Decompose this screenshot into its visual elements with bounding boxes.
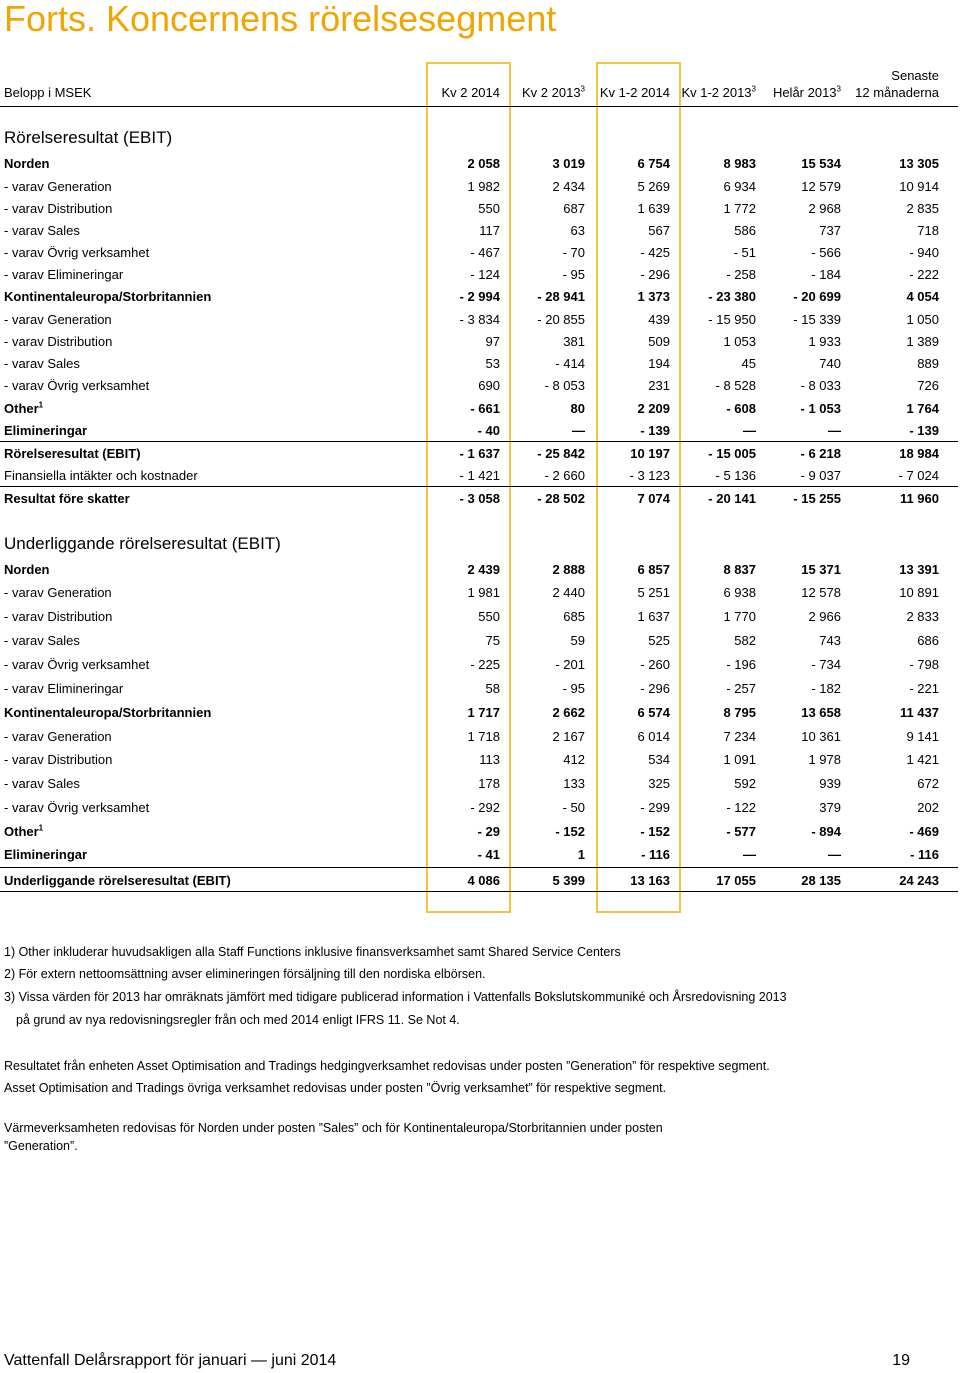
underlying-row-label: Norden: [4, 562, 50, 577]
underlying-cell: 10 361: [801, 729, 841, 744]
underlying-cell: 4 086: [467, 873, 500, 888]
ebit-cell: 1 389: [906, 334, 939, 349]
ebit-cell: 740: [819, 356, 841, 371]
ebit-cell: 550: [478, 201, 500, 216]
underlying-row-label: - varav Övrig verksamhet: [4, 657, 150, 672]
ebit-cell: 586: [734, 223, 756, 238]
ebit-cell: - 184: [811, 267, 841, 282]
underlying-cell: 24 243: [899, 873, 939, 888]
ebit-cell: 567: [648, 223, 670, 238]
page-title: Forts. Koncernens rörelsesegment: [4, 0, 557, 39]
underlying-cell: 2 888: [552, 562, 585, 577]
underlying-cell: - 116: [641, 847, 670, 862]
ebit-cell: —: [743, 423, 756, 438]
underlying-cell: 6 857: [637, 562, 670, 577]
ebit-cell: 97: [485, 334, 500, 349]
ebit-cell: - 15 339: [793, 312, 841, 327]
ebit-row-label: - varav Generation: [4, 179, 112, 194]
ebit-cell: - 15 255: [793, 491, 841, 506]
underlying-cell: 58: [485, 681, 500, 696]
ebit-cell: - 8 033: [800, 378, 841, 393]
underlying-cell: 592: [734, 776, 756, 791]
ebit-cell: 439: [648, 312, 670, 327]
ebit-cell: 3 019: [552, 156, 585, 171]
underlying-cell: 1 637: [637, 609, 670, 624]
ebit-cell: 15 534: [801, 156, 841, 171]
ebit-cell: - 222: [909, 267, 939, 282]
header-col-1: Kv 2 2013$^3$: [522, 84, 585, 100]
ebit-row-label: Resultat före skatter: [4, 491, 130, 506]
section-title-ebit: Rörelseresultat (EBIT): [4, 128, 173, 147]
underlying-cell: 1 978: [808, 752, 841, 767]
underlying-cell: - 296: [640, 681, 670, 696]
rule-before-result: [0, 486, 958, 487]
underlying-row-label: - varav Distribution: [4, 609, 113, 624]
ebit-cell: 1 764: [906, 401, 939, 416]
ebit-cell: - 15 950: [708, 312, 756, 327]
underlying-cell: 13 391: [899, 562, 939, 577]
underlying-cell: 525: [648, 633, 670, 648]
underlying-cell: 28 135: [801, 873, 841, 888]
underlying-cell: 2 439: [467, 562, 500, 577]
header-col-3: Kv 1-2 2013$^3$: [681, 84, 756, 100]
header-col-0: Kv 2 2014: [441, 85, 500, 100]
header-col-5: 12 månaderna: [855, 85, 939, 100]
underlying-row-label: Underliggande rörelseresultat (EBIT): [4, 873, 231, 888]
underlying-cell: —: [828, 847, 841, 862]
ebit-cell: - 28 941: [537, 289, 585, 304]
ebit-cell: - 3 834: [459, 312, 500, 327]
footnote-line: på grund av nya redovisningsregler från och med 2014 enligt IFRS 11. Se Not 4.: [16, 1013, 460, 1027]
underlying-cell: 113: [479, 752, 500, 767]
ebit-cell: - 28 502: [537, 491, 585, 506]
ebit-cell: 1 933: [808, 334, 841, 349]
page-number: 19: [892, 1352, 910, 1369]
underlying-cell: —: [743, 847, 756, 862]
underlying-cell: 686: [917, 633, 939, 648]
ebit-cell: —: [828, 423, 841, 438]
ebit-cell: - 7 024: [898, 468, 939, 483]
underlying-cell: 325: [648, 776, 670, 791]
underlying-cell: - 152: [640, 824, 670, 839]
ebit-cell: - 95: [562, 267, 585, 282]
rule-after-underlying-total: [0, 891, 958, 892]
ebit-cell: - 296: [640, 267, 670, 282]
ebit-cell: - 8 053: [544, 378, 585, 393]
ebit-cell: - 8 528: [715, 378, 756, 393]
ebit-cell: 53: [485, 356, 500, 371]
footnote-line: Värmeverksamheten redovisas för Norden under posten ”Sales” och för Kontinentaleuropa/Storbritannien under posten: [4, 1121, 663, 1135]
underlying-cell: 550: [478, 609, 500, 624]
underlying-cell: - 182: [811, 681, 841, 696]
ebit-cell: - 940: [909, 245, 939, 260]
underlying-cell: 582: [734, 633, 756, 648]
ebit-cell: 687: [563, 201, 585, 216]
ebit-cell: 7 074: [637, 491, 670, 506]
ebit-cell: —: [572, 423, 585, 438]
underlying-cell: 1 770: [723, 609, 756, 624]
ebit-cell: - 2 660: [544, 468, 585, 483]
underlying-cell: 7 234: [723, 729, 756, 744]
underlying-cell: 379: [819, 800, 841, 815]
underlying-cell: - 152: [555, 824, 585, 839]
ebit-cell: 6 754: [637, 156, 670, 171]
ebit-row-label: - varav Sales: [4, 356, 80, 371]
ebit-cell: 690: [478, 378, 500, 393]
underlying-cell: 17 055: [716, 873, 756, 888]
underlying-cell: 2 966: [808, 609, 841, 624]
underlying-cell: 743: [819, 633, 841, 648]
ebit-cell: - 15 005: [708, 446, 756, 461]
footer-text: Vattenfall Delårsrapport för januari — juni 2014: [4, 1352, 337, 1369]
ebit-cell: 8 983: [723, 156, 756, 171]
header-senaste: Senaste: [891, 68, 939, 83]
ebit-cell: - 70: [562, 245, 585, 260]
underlying-row-label: Other$^1$: [4, 823, 44, 839]
ebit-row-label: Rörelseresultat (EBIT): [4, 446, 141, 461]
ebit-cell: 718: [917, 223, 939, 238]
underlying-cell: 685: [563, 609, 585, 624]
underlying-row-label: - varav Sales: [4, 776, 80, 791]
underlying-cell: - 577: [726, 824, 756, 839]
ebit-cell: - 1 421: [459, 468, 500, 483]
underlying-cell: - 469: [909, 824, 939, 839]
underlying-cell: 8 837: [723, 562, 756, 577]
header-underline: [0, 106, 958, 107]
ebit-cell: - 258: [726, 267, 756, 282]
underlying-cell: - 122: [726, 800, 756, 815]
header-col-4: Helår 2013$^3$: [772, 84, 841, 100]
underlying-row-label: Elimineringar: [4, 847, 88, 862]
underlying-cell: 1 981: [467, 585, 500, 600]
underlying-cell: - 260: [640, 657, 670, 672]
ebit-cell: 10 914: [899, 179, 939, 194]
ebit-cell: - 124: [470, 267, 500, 282]
underlying-cell: 75: [485, 633, 500, 648]
underlying-cell: - 798: [909, 657, 939, 672]
ebit-cell: - 20 141: [708, 491, 756, 506]
underlying-cell: 13 163: [630, 873, 670, 888]
ebit-row-label: Kontinentaleuropa/Storbritannien: [4, 289, 212, 304]
ebit-cell: - 414: [555, 356, 585, 371]
underlying-cell: - 734: [811, 657, 841, 672]
ebit-cell: 2 968: [808, 201, 841, 216]
ebit-cell: - 425: [640, 245, 670, 260]
ebit-cell: - 20 855: [537, 312, 585, 327]
ebit-cell: 1 772: [723, 201, 756, 216]
underlying-row-label: - varav Sales: [4, 633, 80, 648]
ebit-row-label: Elimineringar: [4, 423, 88, 438]
underlying-cell: 202: [917, 800, 939, 815]
ebit-cell: - 608: [726, 401, 756, 416]
underlying-cell: 412: [563, 752, 585, 767]
ebit-cell: 2 209: [637, 401, 670, 416]
underlying-cell: 939: [819, 776, 841, 791]
underlying-cell: 59: [570, 633, 585, 648]
ebit-cell: - 1 637: [459, 446, 500, 461]
ebit-cell: - 5 136: [715, 468, 756, 483]
ebit-row-label: - varav Distribution: [4, 334, 113, 349]
ebit-cell: 12 579: [801, 179, 841, 194]
ebit-row-label: - varav Distribution: [4, 201, 113, 216]
ebit-row-label: - varav Övrig verksamhet: [4, 378, 150, 393]
underlying-cell: 6 014: [637, 729, 670, 744]
underlying-cell: - 257: [726, 681, 756, 696]
underlying-cell: - 221: [909, 681, 939, 696]
underlying-cell: 6 938: [723, 585, 756, 600]
underlying-cell: 5 399: [552, 873, 585, 888]
ebit-cell: 1 639: [637, 201, 670, 216]
underlying-cell: 13 658: [801, 705, 841, 720]
ebit-cell: 80: [570, 401, 585, 416]
underlying-row-label: Kontinentaleuropa/Storbritannien: [4, 705, 212, 720]
underlying-row-label: - varav Övrig verksamhet: [4, 800, 150, 815]
ebit-cell: 737: [819, 223, 841, 238]
underlying-row-label: - varav Elimineringar: [4, 681, 124, 696]
underlying-cell: 1 421: [906, 752, 939, 767]
underlying-row-label: - varav Distribution: [4, 752, 113, 767]
ebit-cell: 1 982: [467, 179, 500, 194]
ebit-row-label: Norden: [4, 156, 50, 171]
ebit-cell: 2 835: [906, 201, 939, 216]
ebit-cell: 2 058: [467, 156, 500, 171]
footnote-line: 3) Vissa värden för 2013 har omräknats jämfört med tidigare publicerad information i Vattenfalls Bokslutskommuniké och Årsredovisning 2013: [4, 990, 787, 1004]
ebit-row-label: - varav Sales: [4, 223, 80, 238]
ebit-cell: - 3 123: [629, 468, 670, 483]
underlying-cell: - 201: [555, 657, 585, 672]
ebit-cell: 381: [563, 334, 585, 349]
underlying-cell: 2 440: [552, 585, 585, 600]
ebit-cell: 13 305: [899, 156, 939, 171]
underlying-cell: - 196: [726, 657, 756, 672]
ebit-cell: - 566: [811, 245, 841, 260]
underlying-cell: - 95: [562, 681, 585, 696]
ebit-cell: - 139: [640, 423, 670, 438]
underlying-row-label: - varav Generation: [4, 729, 112, 744]
ebit-row-label: - varav Övrig verksamhet: [4, 245, 150, 260]
underlying-cell: 2 833: [906, 609, 939, 624]
ebit-cell: - 51: [733, 245, 756, 260]
underlying-cell: 8 795: [723, 705, 756, 720]
underlying-cell: 2 662: [552, 705, 585, 720]
rule-before-ebit-total: [0, 441, 958, 442]
ebit-cell: 889: [917, 356, 939, 371]
section-title-underlying-ebit: Underliggande rörelseresultat (EBIT): [4, 534, 281, 553]
ebit-cell: 117: [479, 223, 500, 238]
ebit-cell: - 139: [909, 423, 939, 438]
underlying-cell: 15 371: [801, 562, 841, 577]
ebit-row-label: Finansiella intäkter och kostnader: [4, 468, 198, 483]
underlying-cell: 9 141: [906, 729, 939, 744]
underlying-cell: 672: [917, 776, 939, 791]
underlying-cell: 12 578: [801, 585, 841, 600]
ebit-cell: - 25 842: [537, 446, 585, 461]
ebit-cell: 5 269: [637, 179, 670, 194]
ebit-cell: 11 960: [899, 491, 939, 506]
ebit-cell: - 6 218: [800, 446, 841, 461]
ebit-cell: 10 197: [630, 446, 670, 461]
underlying-cell: 2 167: [552, 729, 585, 744]
underlying-cell: - 894: [811, 824, 841, 839]
underlying-cell: 1 717: [467, 705, 500, 720]
ebit-cell: - 20 699: [793, 289, 841, 304]
underlying-cell: - 292: [470, 800, 500, 815]
footnote-line: Resultatet från enheten Asset Optimisation and Tradings hedgingverksamhet redovisas under posten ”Generation” för respektive segment.: [4, 1059, 770, 1073]
ebit-cell: 4 054: [906, 289, 939, 304]
ebit-row-label: Other$^1$: [4, 400, 44, 416]
ebit-cell: 1 373: [637, 289, 670, 304]
ebit-cell: 231: [648, 378, 670, 393]
ebit-cell: - 40: [477, 423, 500, 438]
underlying-cell: - 225: [470, 657, 500, 672]
footnote-line: Asset Optimisation and Tradings övriga verksamhet redovisas under posten ”Övrig verksamhet” för respektive segment.: [4, 1081, 667, 1095]
underlying-cell: 11 437: [899, 705, 939, 720]
ebit-cell: - 2 994: [459, 289, 500, 304]
ebit-cell: - 9 037: [800, 468, 841, 483]
rule-before-underlying-total: [0, 867, 958, 868]
ebit-cell: 509: [648, 334, 670, 349]
underlying-cell: 10 891: [899, 585, 939, 600]
ebit-cell: 1 053: [723, 334, 756, 349]
underlying-cell: - 299: [640, 800, 670, 815]
underlying-cell: 1 718: [467, 729, 500, 744]
ebit-cell: 63: [570, 223, 585, 238]
ebit-cell: - 23 380: [708, 289, 756, 304]
underlying-cell: 178: [478, 776, 500, 791]
underlying-cell: 133: [563, 776, 585, 791]
ebit-cell: 726: [917, 378, 939, 393]
footnote-line: 1) Other inkluderar huvudsakligen alla Staff Functions inklusive finansverksamhet samt Shared Service Centers: [4, 945, 621, 959]
underlying-cell: 1 091: [723, 752, 756, 767]
ebit-cell: - 467: [470, 245, 500, 260]
underlying-cell: 1: [577, 847, 585, 862]
underlying-cell: 6 574: [637, 705, 670, 720]
ebit-cell: - 661: [470, 401, 500, 416]
underlying-cell: - 29: [477, 824, 500, 839]
underlying-cell: 534: [648, 752, 670, 767]
underlying-cell: 5 251: [637, 585, 670, 600]
ebit-cell: - 3 058: [459, 491, 500, 506]
ebit-cell: 194: [648, 356, 670, 371]
ebit-cell: 45: [741, 356, 756, 371]
header-label: Belopp i MSEK: [4, 85, 92, 100]
ebit-cell: 2 434: [552, 179, 585, 194]
ebit-row-label: - varav Elimineringar: [4, 267, 124, 282]
header-col-2: Kv 1-2 2014: [599, 85, 670, 100]
ebit-cell: - 1 053: [800, 401, 841, 416]
ebit-cell: 18 984: [899, 446, 939, 461]
ebit-cell: 1 050: [906, 312, 939, 327]
underlying-cell: - 116: [910, 847, 939, 862]
underlying-cell: - 41: [477, 847, 500, 862]
underlying-row-label: - varav Generation: [4, 585, 112, 600]
ebit-row-label: - varav Generation: [4, 312, 112, 327]
underlying-cell: - 50: [562, 800, 585, 815]
footnote-line: ”Generation”.: [4, 1139, 78, 1153]
footnote-line: 2) För extern nettoomsättning avser elimineringen försäljning till den nordiska elbörsen.: [4, 967, 486, 981]
ebit-cell: 6 934: [723, 179, 756, 194]
